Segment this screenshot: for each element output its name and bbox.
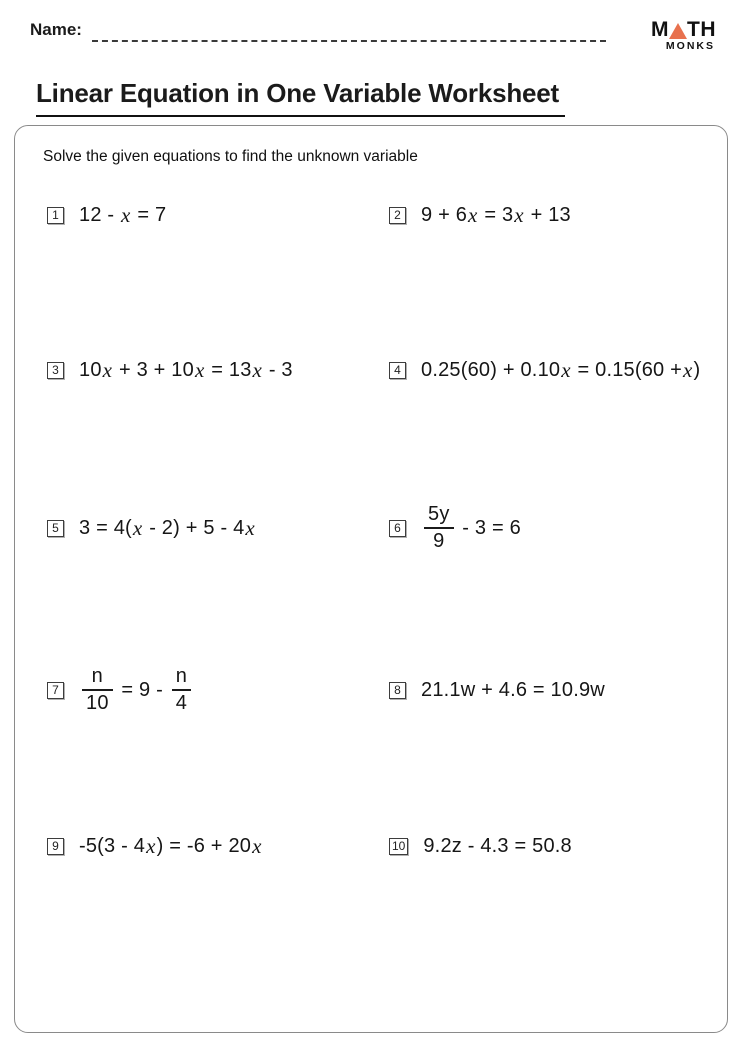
page-title: Linear Equation in One Variable Worksheet — [36, 78, 565, 117]
equation-variable: x — [683, 357, 693, 382]
equation — [79, 665, 194, 715]
fraction-numerator: n — [175, 665, 188, 687]
equation-variable: x — [252, 357, 263, 382]
problem-item — [389, 335, 700, 405]
problem-number: 3 — [47, 362, 64, 379]
equation-text: 0.25(60) + 0.10 — [421, 358, 561, 381]
fraction — [424, 503, 454, 553]
equation-text: = 13 — [205, 358, 252, 381]
worksheet-box — [14, 125, 728, 1033]
name-label: Name: — [30, 20, 82, 39]
equation — [79, 834, 263, 859]
equation-text: 21.1w + 4.6 = 10.9w — [421, 678, 605, 701]
fraction-denominator: 10 — [82, 689, 113, 715]
equation-text: + 3 + 10 — [113, 358, 194, 381]
equation-variable: x — [468, 202, 478, 227]
problem-number: 9 — [47, 838, 64, 855]
problem-item — [47, 335, 293, 405]
equation-text: = 7 — [131, 203, 167, 226]
equation — [79, 516, 256, 541]
fraction — [172, 665, 191, 715]
equation-text: 9.2z - 4.3 = 50.8 — [423, 834, 572, 857]
problem-item — [389, 493, 521, 563]
equation-variable: x — [121, 202, 131, 227]
problem-item — [47, 493, 256, 563]
equation-text: - 2) + 5 - 4 — [143, 516, 245, 539]
logo-subtext: MONKS — [665, 40, 715, 52]
equation-variable: x — [514, 202, 524, 227]
equation — [423, 835, 572, 858]
name-field-group — [30, 18, 606, 42]
equation — [421, 503, 521, 553]
equation-variable: x — [146, 833, 156, 858]
problem-item — [47, 811, 263, 881]
equation — [421, 679, 605, 702]
problem-number: 4 — [389, 362, 406, 379]
instruction-text: Solve the given equations to find the unknown variable — [43, 148, 418, 165]
equation-text: + 13 — [524, 203, 571, 226]
problem-item — [389, 811, 572, 881]
equation-text: = 3 — [478, 203, 514, 226]
problem-item — [47, 655, 194, 725]
fraction-denominator: 9 — [424, 527, 454, 553]
logo-letters-th: TH — [687, 18, 716, 41]
fraction-numerator: 5y — [428, 503, 450, 525]
equation-text: - 3 = 6 — [456, 516, 521, 539]
equation-variable: x — [102, 357, 113, 382]
problem-number: 7 — [47, 682, 64, 699]
equation-text: = 0.15(60 + — [571, 358, 683, 381]
equation-text: 10 — [79, 358, 102, 381]
fraction-denominator: 4 — [172, 689, 191, 715]
problem-number: 6 — [389, 520, 406, 537]
equation-text: 3 = 4( — [79, 516, 132, 539]
problem-number: 8 — [389, 682, 406, 699]
problem-number: 1 — [47, 207, 64, 224]
equation-text: ) = -6 + 20 — [156, 834, 252, 857]
equation-text: -5(3 - 4 — [79, 834, 146, 857]
equation-variable: x — [132, 515, 143, 540]
equation — [79, 358, 293, 383]
equation-variable: x — [245, 515, 255, 540]
problem-number: 2 — [389, 207, 406, 224]
fraction-numerator: n — [91, 665, 103, 687]
logo-wordmark — [651, 20, 716, 40]
problem-item — [389, 180, 571, 250]
problem-number: 10 — [389, 838, 408, 855]
equation-text: 12 - — [79, 203, 121, 226]
equation — [79, 203, 166, 228]
logo-letter-m: M — [651, 18, 669, 41]
equation-text: = 9 - — [115, 678, 169, 701]
logo-triangle-icon — [669, 23, 687, 39]
equation — [421, 358, 700, 383]
equation-text: - 3 — [263, 358, 293, 381]
name-input-line — [92, 20, 606, 42]
equation-variable: x — [194, 357, 205, 382]
fraction — [82, 665, 113, 715]
math-monks-logo — [651, 20, 716, 52]
equation-text: 9 + 6 — [421, 203, 468, 226]
equation-variable: x — [561, 357, 571, 382]
problem-item — [389, 655, 605, 725]
problem-item — [47, 180, 166, 250]
page-header — [0, 0, 742, 52]
equation — [421, 203, 571, 228]
equation-variable: x — [252, 833, 262, 858]
equation-text: ) — [693, 358, 701, 381]
problem-number: 5 — [47, 520, 64, 537]
